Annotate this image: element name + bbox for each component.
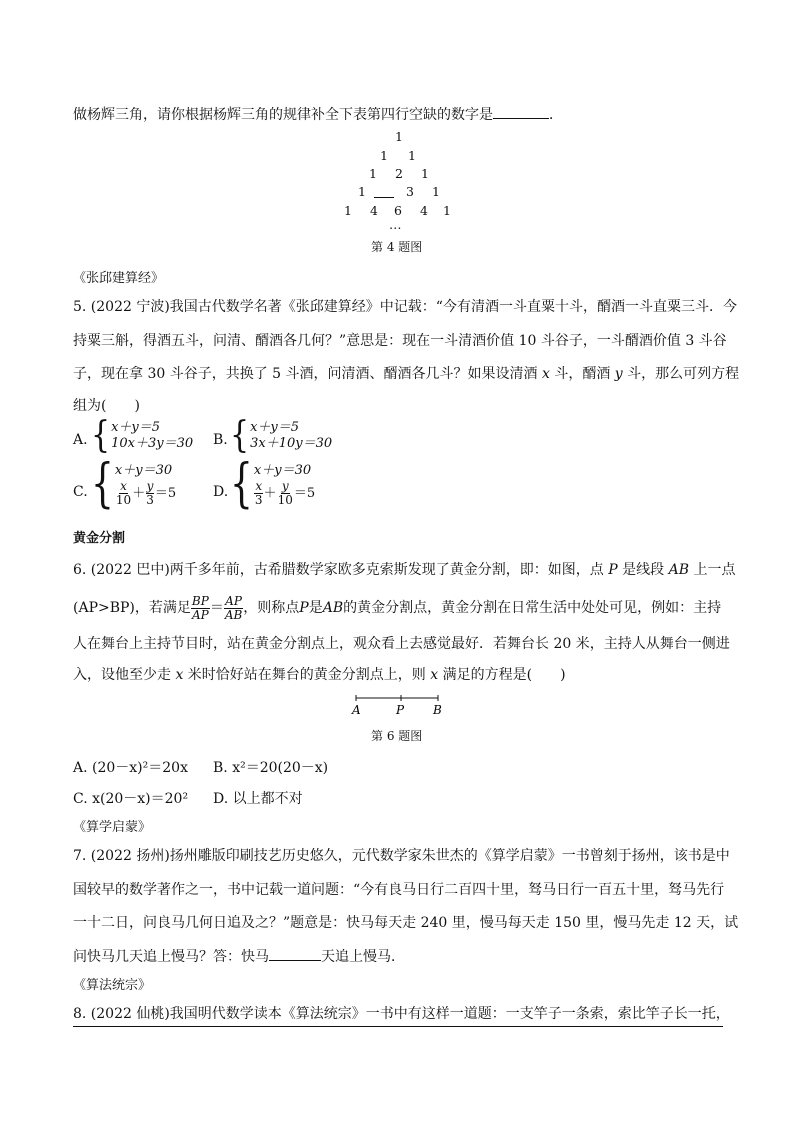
figure-caption: 第 4 题图	[371, 240, 423, 254]
q6-text: 入，设他至少走 x 米时恰好站在舞台的黄金分割点上，则 x 满足的方程是( )	[73, 667, 566, 683]
q5-text: 子，现在拿 30 斗谷子，共换了 5 斗酒，问清酒、醑酒各几斗？如果设清酒 x 斗，醑酒 y 斗，那么可列方程	[73, 366, 740, 382]
q6-text: (AP>BP)，若满足 $\frac{BP}{AP}$ ＝ $\frac{AP}{AB}$ ，则称点 P 是 AB 的黄金分割点，黄金分割在日常生活中处处可见，例如：主持	[73, 593, 722, 622]
point-label-b: B	[433, 703, 442, 717]
q7-text: 一十二日，问良马几何日追及之？”题意是：快马每天走 240 里，慢马每天走 150 里，慢马先走 12 天，试	[73, 915, 739, 931]
q6-text: 人在舞台上主持节目时，站在黄金分割点上，观众看上去感觉最好．若舞台长 20 米，主持人从舞台一侧进	[73, 636, 730, 652]
answer-blank[interactable]	[269, 946, 321, 961]
q7-text: 国较早的数学著作之一，书中记载一道问题：“今有良马日行二百四十里，驽马日行一百五十里，驽马先行	[73, 882, 725, 898]
q5-text: 组为( )	[73, 398, 140, 414]
option-d[interactable]: D. 以上都不对	[213, 791, 303, 807]
q5-text: 5. (2022 宁波)我国古代数学名著《张邱建算经》中记载：“今有清酒一斗直粟十斗，醑酒一斗直粟三斗．今	[73, 299, 737, 315]
section-title: 黄金分割	[73, 531, 126, 546]
option-d-system[interactable]: { x＋y＝30 $\frac{x}{3}$ ＋ $\frac{y}{10}$ ＝5	[230, 454, 316, 514]
option-label: B.	[213, 432, 228, 448]
option-c[interactable]: C. x(20－x)＝20²	[73, 791, 189, 807]
q5-text: 持粟三斛，得酒五斗，问清、醑酒各几何？”意思是：现在一斗清酒价值 10 斗谷子，一斗醑酒价值 3 斗谷	[73, 333, 727, 349]
point-label-p: P	[396, 703, 405, 717]
worksheet-page: 做杨辉三角，请你根据杨辉三角的规律补全下表第四行空缺的数字是 ． 1 1 1 1 2 1 1 3 1 1 4 6 4 1 … 第 4 题图 《张邱建算经》 5. (2022 宁波)我国古代数学名著《张邱建算经》中记载：“今有清酒一斗直粟十斗，醑酒一斗直粟三斗．今 持粟三斛，得酒五斗，问清、醑酒各几何？”意思是：现在一斗清酒价值 10 斗谷子，一斗醑酒价值 3 斗谷 子，现在拿 30 斗谷子，共换了 5 斗酒，问清酒、醑酒各几斗？如果设清酒 x 斗，醑酒 y 斗，那么可列方程 组为( ) A. { x＋y＝5 10x＋3y＝30 B. { x＋y＝5 3x＋10y＝30 C. { x＋y＝30 $\frac{x}{10}$ ＋ $\frac{y}{3}$ ＝5 D. { x＋y＝30 $\frac{x}{3}$ ＋ $\frac{y}{10}$ ＝5 黄金分割 6. (2022 巴中)两千多年前，古希腊数学家欧多克索斯发现了黄金分割，即：如图，点 P 是线段 AB 上一点 (AP>BP)，若满足 $\frac{BP}{AP}$ ＝ $\frac{AP}{AB}$ ，则称点 P 是 AB 的黄金分割点，黄金分割在日常生活中处处可见，例如：主持 人在舞台上主持节目时，站在黄金分割点上，观众看上去感觉最好．若舞台长 20 米，主持人从舞台一侧进 入，设他至少走 x 米时恰好站在舞台的黄金分割点上，则 x 满足的方程是( ) A P B 第 6 题图 A. (20－x)²＝20x B. x²＝20(20－x) C. x(20－x)＝20² D. 以上都不对 《算学启蒙》 7. (2022 扬州)扬州雕版印刷技艺历史悠久，元代数学家朱世杰的《算学启蒙》一书曾刻于扬州，该书是中 国较早的数学著作之一，书中记载一道问题：“今有良马日行二百四十里，驽马日行一百五十里，驽马先行 一十二日，问良马几何日追及之？”题意是：快马每天走 240 里，慢马每天走 150 里，慢马先走 12 天，试 问快马几天追上慢马？答：快马 天追上慢马． 《算法统宗》 8. (2022 仙桃)我国明代数学读本《算法统宗》一书中有这样一道题：一支竿子一条索，索比竿子长一托，	[0, 0, 794, 1123]
option-a[interactable]: A. (20－x)²＝20x	[73, 760, 188, 776]
answer-blank[interactable]	[493, 104, 549, 119]
section-title: 《算法统宗》	[73, 978, 152, 993]
triangle-missing-blank[interactable]	[374, 197, 394, 198]
option-a-system[interactable]: { x＋y＝5 10x＋3y＝30	[91, 414, 194, 457]
bottom-rule	[73, 1026, 723, 1027]
segment-figure	[350, 692, 446, 718]
option-label: A.	[73, 432, 88, 448]
option-b[interactable]: B. x²＝20(20－x)	[213, 760, 329, 776]
q7-text: 问快马几天追上慢马？答：快马 天追上慢马．	[73, 946, 723, 967]
option-c-system[interactable]: { x＋y＝30 $\frac{x}{10}$ ＋ $\frac{y}{3}$ ＝5	[91, 454, 177, 514]
section-title: 《张邱建算经》	[73, 271, 165, 286]
q8-text: 8. (2022 仙桃)我国明代数学读本《算法统宗》一书中有这样一道题：一支竿子一条索，索比竿子长一托，	[73, 1006, 730, 1022]
q4-intro: 做杨辉三角，请你根据杨辉三角的规律补全下表第四行空缺的数字是 ．	[73, 104, 723, 125]
option-b-system[interactable]: { x＋y＝5 3x＋10y＝30	[230, 414, 333, 457]
option-label: D.	[213, 484, 229, 500]
q6-text: 6. (2022 巴中)两千多年前，古希腊数学家欧多克索斯发现了黄金分割，即：如图，点 P 是线段 AB 上一点	[73, 562, 736, 578]
section-title: 《算学启蒙》	[73, 820, 152, 835]
figure-caption: 第 6 题图	[371, 729, 423, 743]
q7-text: 7. (2022 扬州)扬州雕版印刷技艺历史悠久，元代数学家朱世杰的《算学启蒙》一书曾刻于扬州，该书是中	[73, 848, 730, 864]
point-label-a: A	[352, 703, 361, 717]
option-label: C.	[73, 484, 88, 500]
